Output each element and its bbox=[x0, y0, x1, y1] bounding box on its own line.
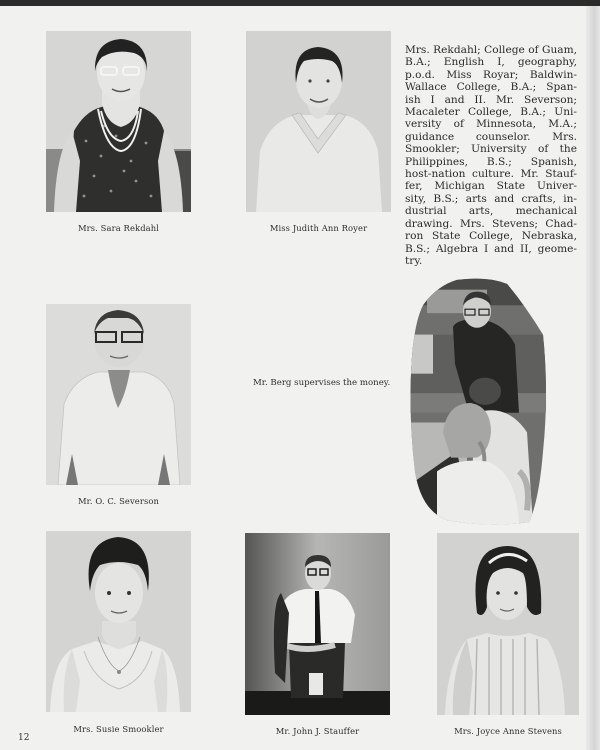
bio-line: host-nation culture. Mr. Stauf- bbox=[405, 168, 577, 181]
bio-line: p.o.d. Miss Royar; Baldwin- bbox=[405, 68, 577, 81]
page-number: 12 bbox=[18, 733, 30, 743]
page-top-edge bbox=[0, 0, 600, 6]
portrait-caption: Mr. John J. Stauffer bbox=[275, 726, 360, 736]
portrait-caption: Miss Judith Ann Royer bbox=[269, 223, 368, 233]
bio-line: B.S.; Algebra I and II, geome- bbox=[405, 242, 577, 255]
bio-line: Wallace College, B.A.; Span- bbox=[405, 81, 577, 94]
portrait-caption: Mr. O. C. Severson bbox=[77, 496, 160, 506]
portrait-photo-stevens bbox=[437, 533, 579, 715]
bio-line: try. bbox=[405, 254, 423, 267]
bio-line: Macaleter College, B.A.; Uni- bbox=[405, 106, 577, 119]
bio-line: dustrial arts, mechanical bbox=[405, 205, 577, 218]
bio-line: Philippines, B.S.; Spanish, bbox=[405, 155, 577, 168]
bio-line: versity of Minnesota, M.A.; bbox=[405, 118, 577, 131]
portrait-caption: Mrs. Joyce Anne Stevens bbox=[454, 726, 562, 736]
bio-line: Mrs. Rekdahl; College of Guam, bbox=[405, 44, 577, 56]
bio-line: drawing. Mrs. Stevens; Chad- bbox=[405, 217, 577, 230]
bio-line: B.A.; English I, geography, bbox=[405, 56, 577, 69]
bio-line: guidance counselor. Mrs. bbox=[405, 130, 577, 143]
bio-line: Smookler; University of the bbox=[405, 143, 577, 156]
candid-photo-caption: Mr. Berg supervises the money. bbox=[253, 378, 391, 388]
page-binding-edge bbox=[586, 6, 600, 750]
portrait-photo-severson bbox=[46, 304, 191, 485]
bio-line: ron State College, Nebraska, bbox=[405, 230, 577, 243]
bio-line: sity, B.S.; arts and crafts, in- bbox=[405, 192, 577, 205]
portrait-photo-stauffer bbox=[245, 533, 390, 715]
portrait-caption: Mrs. Susie Smookler bbox=[73, 724, 164, 734]
faculty-bio-paragraph bbox=[405, 44, 577, 267]
portrait-photo-smookler bbox=[46, 531, 191, 712]
bio-line: fer, Michigan State Univer- bbox=[405, 180, 577, 193]
portrait-photo-rekdahl bbox=[46, 31, 191, 212]
portrait-caption: Mrs. Sara Rekdahl bbox=[77, 223, 160, 233]
bio-line: ish I and II. Mr. Severson; bbox=[405, 93, 577, 106]
candid-photo-berg bbox=[407, 276, 547, 526]
portrait-photo-royer bbox=[246, 31, 391, 212]
